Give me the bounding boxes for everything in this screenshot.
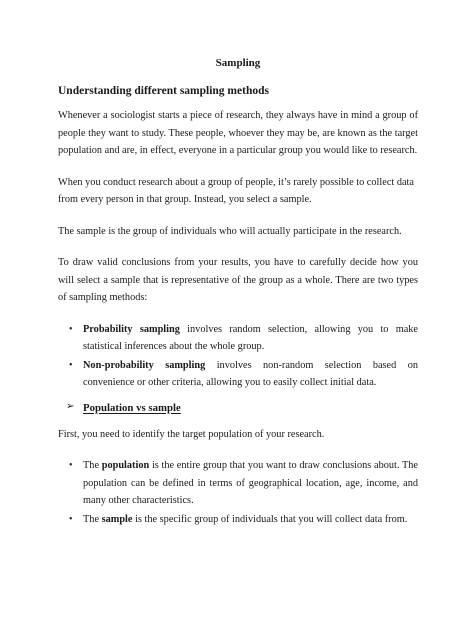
page-title: Sampling <box>215 57 261 69</box>
term: Non-probability sampling <box>83 359 206 371</box>
bullet-icon: • <box>69 513 73 525</box>
list-item <box>58 457 418 510</box>
paragraph: First, you need to identify the target population of your research. <box>58 428 325 440</box>
term: population <box>101 460 150 471</box>
sampling-methods-list <box>58 321 418 392</box>
bullet-icon: • <box>69 460 73 471</box>
term-description: involves random selection, allowing you to make statistical inferences about the whole group. <box>83 323 419 352</box>
paragraph: The sample is the group of individuals who will actually participate in the research. <box>58 225 402 237</box>
paragraph: Whenever a sociologist starts a piece of research, they always have in mind a group of people they want to study. These people, whoever they may be, are known as the target population and are, in effect, everyone in a particular group you would like to research. <box>58 110 418 156</box>
term-description: is the specific group of individuals that you will collect data from. <box>132 513 408 525</box>
definition-prefix: The <box>83 513 102 525</box>
list-item <box>58 511 418 529</box>
paragraph: When you conduct research about a group of people, it’s rarely possible to collect data from every person in that group. Instead, you select a sample. <box>58 176 414 205</box>
paragraph: To draw valid conclusions from your results, you have to carefully decide how you will select a sample that is representative of the group as a whole. There are two types of sampling methods: <box>58 257 418 303</box>
section-heading: Understanding different sampling methods <box>58 85 269 97</box>
bullet-icon: • <box>69 323 73 335</box>
subsection-heading-label: Population vs sample <box>83 401 181 414</box>
definitions-list <box>58 457 418 528</box>
arrow-bullet-icon: ➢ <box>66 400 75 412</box>
list-item <box>58 357 418 392</box>
subsection-heading <box>58 402 418 414</box>
bullet-icon: • <box>69 359 73 371</box>
term-description: involves non-random selection based on convenience or other criteria, allowing you to easily collect initial data. <box>83 359 418 388</box>
term: Probability sampling <box>83 323 180 335</box>
list-item <box>58 321 418 356</box>
term-description: is the entire group that you want to draw conclusions about. The population can be defined in terms of geographical location, age, income, and many other characteristics. <box>83 460 418 506</box>
term: sample <box>101 513 133 525</box>
definition-prefix: The <box>83 460 102 471</box>
